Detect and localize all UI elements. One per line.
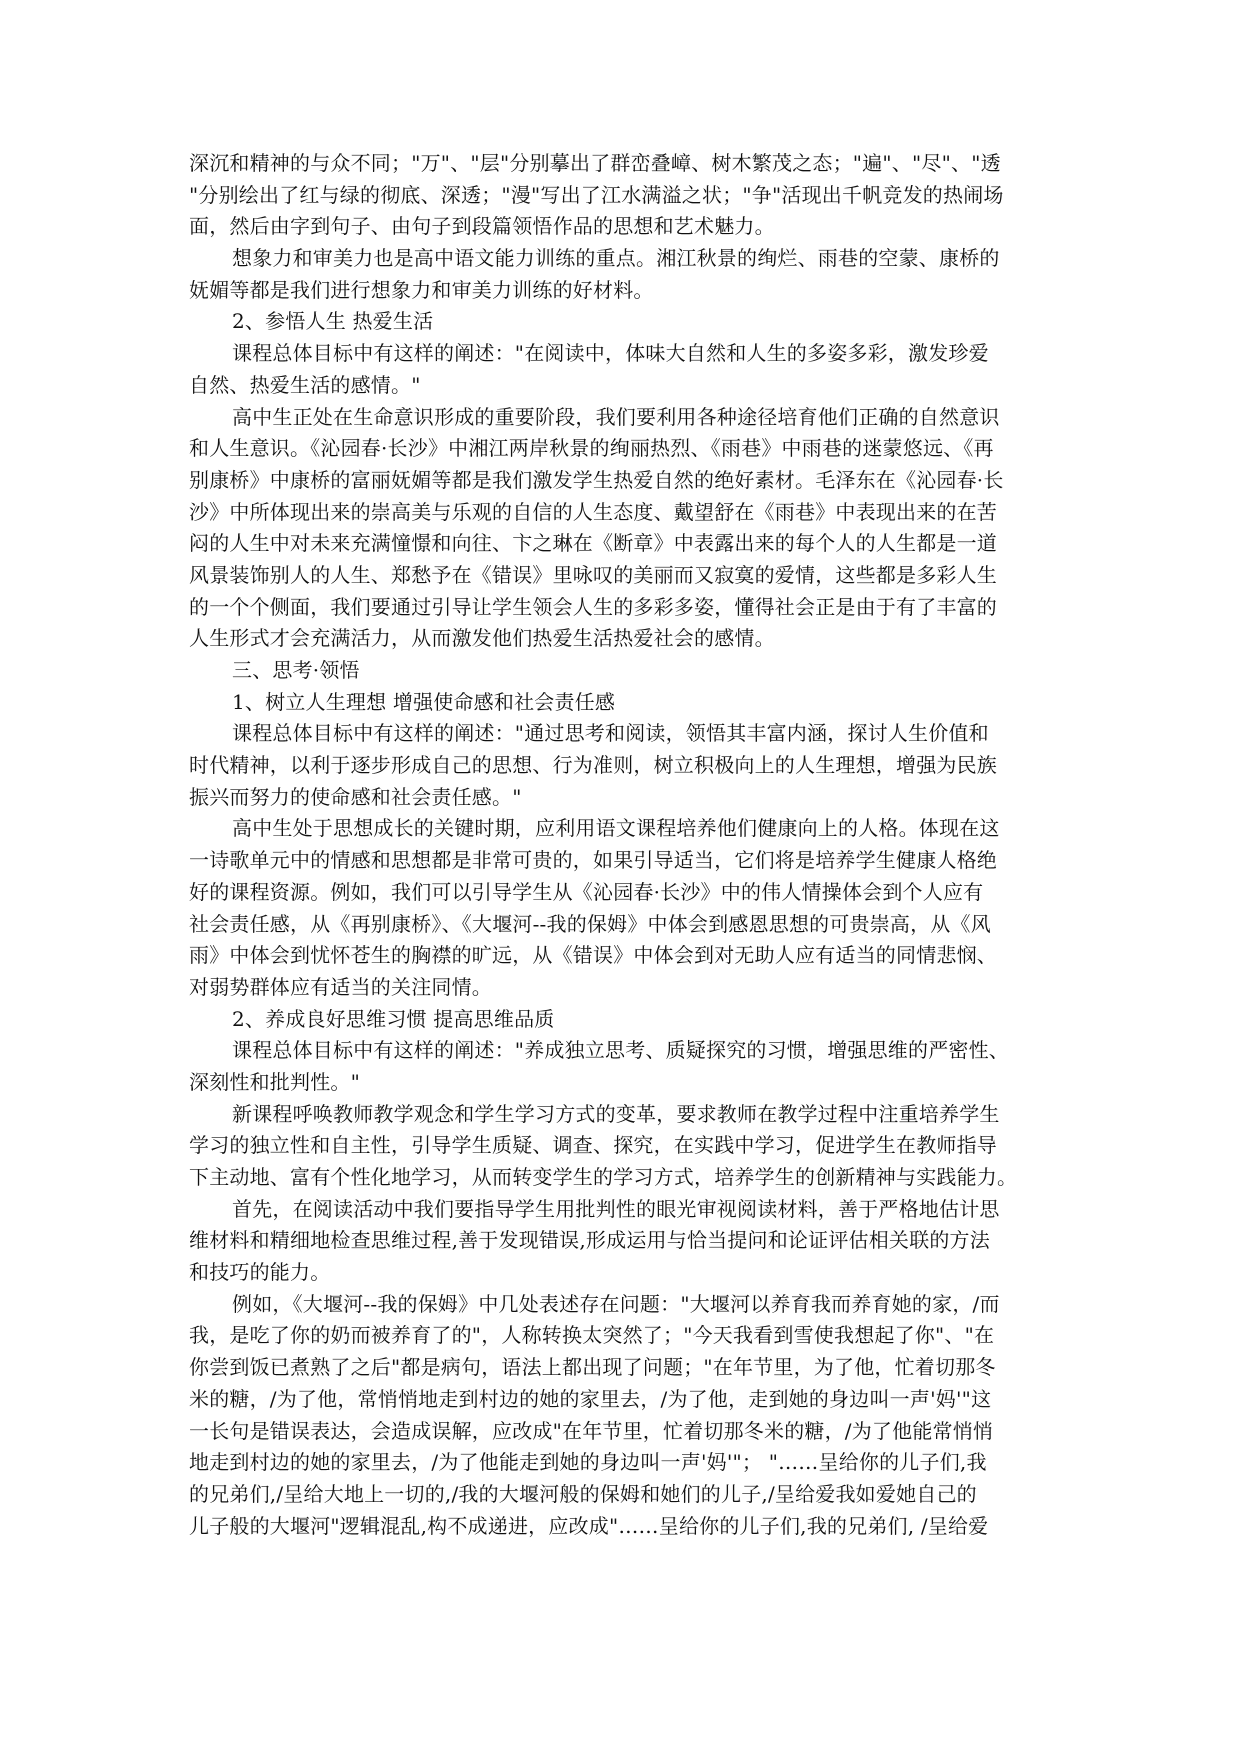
- text-line: 地走到村边的她的家里去，/为了他能走到她的身边叫一声'妈'"； "……呈给你的儿子们,我: [189, 1450, 987, 1475]
- text-line: 沙》中所体现出来的崇高美与乐观的自信的人生态度、戴望舒在《雨巷》中表现出来的在苦: [189, 499, 997, 524]
- text-line: 课程总体目标中有这样的阐述："养成独立思考、质疑探究的习惯，增强思维的严密性、: [232, 1038, 1009, 1063]
- text-line: 例如，《大堰河--我的保姆》中几处表述存在问题："大堰河以养育我而养育她的家，/而: [232, 1291, 1000, 1316]
- text-line: 妩媚等都是我们进行想象力和审美力训练的好材料。: [189, 277, 654, 302]
- text-line: 下主动地、富有个性化地学习，从而转变学生的学习方式，培养学生的创新精神与实践能力。: [189, 1165, 1018, 1189]
- text-line: 闷的人生中对未来充满憧憬和向往、卞之琳在《断章》中表露出来的每个人的人生都是一道: [189, 531, 997, 556]
- text-line: 2、参悟人生 热爱生活: [232, 309, 434, 334]
- text-line: 课程总体目标中有这样的阐述："在阅读中，体味大自然和人生的多姿多彩，激发珍爱: [232, 341, 989, 366]
- text-line: 别康桥》中康桥的富丽妩媚等都是我们激发学生热爱自然的绝好素材。毛泽东在《沁园春·长: [189, 467, 1004, 492]
- text-line: 风景装饰别人的人生、郑愁予在《错误》里咏叹的美丽而又寂寞的爱情，这些都是多彩人生: [189, 562, 997, 587]
- text-line: 和人生意识。《沁园春·长沙》中湘江两岸秋景的绚丽热烈、《雨巷》中雨巷的迷蒙悠远、《再: [189, 436, 994, 461]
- text-line: 课程总体目标中有这样的阐述："通过思考和阅读，领悟其丰富内涵，探讨人生价值和: [232, 721, 989, 746]
- text-line: 高中生正处在生命意识形成的重要阶段，我们要利用各种途径培育他们正确的自然意识: [232, 404, 1000, 429]
- text-line: 学习的独立性和自主性，引导学生质疑、调查、探究，在实践中学习，促进学生在教师指导: [189, 1133, 997, 1158]
- text-line: 和技巧的能力。: [189, 1260, 331, 1285]
- text-line: 好的课程资源。例如，我们可以引导学生从《沁园春·长沙》中的伟人情操体会到个人应有: [189, 879, 984, 904]
- text-line: 我，是吃了你的奶而被养育了的"，人称转换太突然了；"今天我看到雪使我想起了你"、"在: [189, 1323, 995, 1348]
- text-line: 自然、热爱生活的感情。": [189, 372, 421, 397]
- text-line: 人生形式才会充满活力，从而激发他们热爱生活热爱社会的感情。: [189, 626, 775, 651]
- text-line: 高中生处于思想成长的关键时期，应利用语文课程培养他们健康向上的人格。体现在这: [232, 816, 1000, 841]
- text-line: 的兄弟们,/呈给大地上一切的,/我的大堰河般的保姆和她们的儿子,/呈给爱我如爱她自己的: [189, 1481, 977, 1506]
- text-line: 对弱势群体应有适当的关注同情。: [189, 974, 492, 999]
- text-line: 新课程呼唤教师教学观念和学生学习方式的变革，要求教师在教学过程中注重培养学生: [232, 1101, 1000, 1126]
- text-line: 想象力和审美力也是高中语文能力训练的重点。湘江秋景的绚烂、雨巷的空蒙、康桥的: [232, 246, 1000, 271]
- text-line: 米的糖，/为了他，常悄悄地走到村边的她的家里去，/为了他，走到她的身边叫一声'妈'"这: [189, 1386, 992, 1411]
- text-line: 时代精神，以利于逐步形成自己的思想、行为准则，树立积极向上的人生理想，增强为民族: [189, 753, 997, 778]
- text-line: 儿子般的大堰河"逻辑混乱,构不成递进，应改成"……呈给你的儿子们,我的兄弟们, /呈给爱: [189, 1513, 989, 1538]
- text-line: 一长句是错误表达，会造成误解，应改成"在年节里，忙着切那冬米的糖，/为了他能常悄悄: [189, 1418, 994, 1443]
- text-line: 振兴而努力的使命感和社会责任感。": [189, 784, 522, 809]
- text-line: 三、思考·领悟: [232, 658, 360, 682]
- text-line: 面，然后由字到句子、由句子到段篇领悟作品的思想和艺术魅力。: [189, 214, 775, 239]
- text-line: 1、树立人生理想 增强使命感和社会责任感: [232, 689, 616, 714]
- text-line: 深沉和精神的与众不同；"万"、"层"分别摹出了群峦叠嶂、树木繁茂之态；"遍"、"尽"、"透: [189, 151, 1001, 175]
- text-line: 2、养成良好思维习惯 提高思维品质: [232, 1006, 555, 1031]
- text-line: 首先，在阅读活动中我们要指导学生用批判性的眼光审视阅读材料，善于严格地估计思: [232, 1196, 1000, 1221]
- document-page: [189, 148, 1053, 1542]
- text-line: 的一个个侧面，我们要通过引导让学生领会人生的多彩多姿，懂得社会正是由于有了丰富的: [189, 594, 997, 619]
- text-line: 你尝到饭已煮熟了之后"都是病句，语法上都出现了问题；"在年节里，为了他，忙着切那冬: [189, 1355, 996, 1380]
- text-line: 一诗歌单元中的情感和思想都是非常可贵的，如果引导适当，它们将是培养学生健康人格绝: [189, 848, 997, 873]
- text-line: 雨》中体会到忧怀苍生的胸襟的旷远，从《错误》中体会到对无助人应有适当的同情悲悯、: [189, 943, 997, 968]
- text-line: 社会责任感，从《再别康桥》、《大堰河--我的保姆》中体会到感恩思想的可贵崇高，从《风: [189, 911, 991, 936]
- text-line: 深刻性和批判性。": [189, 1069, 360, 1094]
- text-line: 维材料和精细地检查思维过程,善于发现错误,形成运用与恰当提问和论证评估相关联的方法: [189, 1228, 990, 1253]
- text-line: "分别绘出了红与绿的彻底、深透；"漫"写出了江水满溢之状；"争"活现出千帆竞发的热闹场: [189, 182, 1004, 207]
